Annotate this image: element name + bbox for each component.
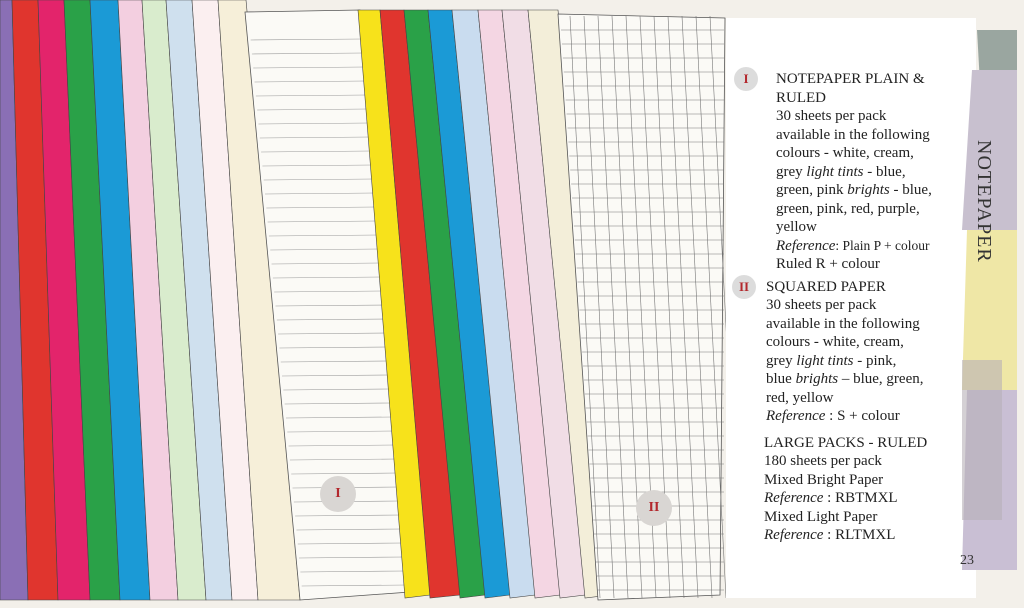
item-line: available in the following bbox=[776, 126, 930, 143]
item-line: Mixed Light Paper bbox=[764, 508, 878, 525]
photo-marker-2: II bbox=[636, 490, 672, 526]
item-title-cont: RULED bbox=[776, 89, 826, 106]
item-line: yellow bbox=[776, 219, 817, 235]
item-line: available in the following bbox=[766, 315, 920, 332]
item-title: SQUARED PAPER bbox=[766, 278, 886, 295]
side-tab-strip bbox=[962, 30, 1017, 570]
item-reference: Reference : S + colour bbox=[766, 408, 900, 424]
item-marker: II bbox=[732, 275, 756, 299]
side-tab-label: NOTEPAPER bbox=[973, 140, 995, 263]
catalog-item-squared bbox=[738, 278, 970, 426]
item-line: grey light tints - blue, bbox=[776, 163, 906, 180]
item-line: grey light tints - pink, bbox=[766, 352, 897, 369]
item-line: red, yellow bbox=[766, 389, 834, 406]
item-marker: I bbox=[734, 67, 758, 91]
item-line: 30 sheets per pack bbox=[776, 108, 887, 124]
item-reference: Reference : RBTMXL bbox=[764, 490, 898, 506]
item-reference-cont: Ruled R + colour bbox=[776, 256, 880, 272]
catalog-text bbox=[738, 70, 970, 545]
item-reference: Reference : RLTMXL bbox=[764, 527, 896, 543]
item-line: green, pink, red, purple, bbox=[776, 200, 920, 217]
item-line: 180 sheets per pack bbox=[764, 453, 882, 469]
item-line: green, pink brights - blue, bbox=[776, 182, 932, 198]
item-line: blue brights – blue, green, bbox=[766, 371, 924, 387]
item-title: LARGE PACKS - RULED bbox=[764, 434, 928, 451]
item-line: colours - white, cream, bbox=[766, 334, 904, 350]
item-reference: Reference: Plain P + colour bbox=[776, 237, 930, 254]
item-line: 30 sheets per pack bbox=[766, 297, 877, 313]
item-line: colours - white, cream, bbox=[776, 145, 914, 161]
catalog-item-notepaper bbox=[743, 70, 970, 274]
photo-marker-1: I bbox=[320, 476, 356, 512]
item-title: NOTEPAPER PLAIN & bbox=[776, 71, 925, 87]
catalog-item-large-packs bbox=[764, 434, 970, 545]
item-line: Mixed Bright Paper bbox=[764, 471, 884, 488]
page-number: 23 bbox=[960, 553, 974, 568]
